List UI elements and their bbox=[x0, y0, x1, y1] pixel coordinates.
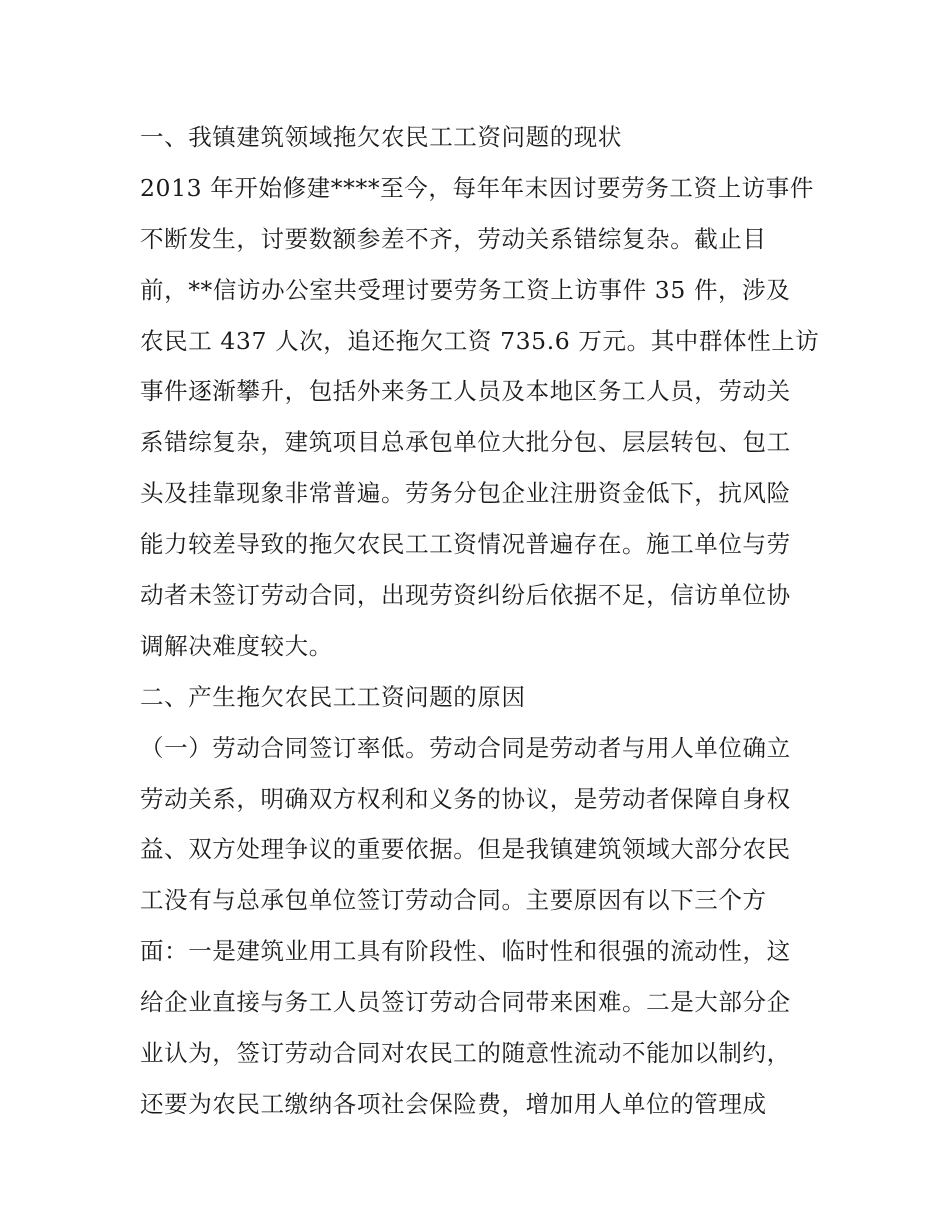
paragraph-line: 事件逐渐攀升，包括外来务工人员及本地区务工人员，劳动关 bbox=[140, 377, 791, 406]
paragraph-line: 2013 年开始修建****至今，每年年末因讨要劳务工资上访事件 bbox=[140, 173, 814, 202]
paragraph-line: 能力较差导致的拖欠农民工工资情况普遍存在。施工单位与劳 bbox=[140, 530, 791, 559]
paragraph-line: 系错综复杂，建筑项目总承包单位大批分包、层层转包、包工 bbox=[140, 428, 791, 457]
paragraph-line: 给企业直接与务工人员签订劳动合同带来困难。二是大部分企 bbox=[140, 988, 791, 1017]
section-heading-1: 一、我镇建筑领域拖欠农民工工资问题的现状 bbox=[140, 123, 622, 151]
paragraph-line: 还要为农民工缴纳各项社会保险费，增加用人单位的管理成 bbox=[140, 1089, 767, 1118]
paragraph-line: 前，**信访办公室共受理讨要劳务工资上访事件 35 件，涉及 bbox=[140, 275, 791, 304]
paragraph-line: 调解决难度较大。 bbox=[140, 631, 333, 660]
document-body bbox=[140, 112, 820, 1130]
paragraph-line: 业认为，签订劳动合同对农民工的随意性流动不能加以制约， bbox=[140, 1039, 791, 1068]
paragraph-line: 益、双方处理争议的重要依据。但是我镇建筑领域大部分农民 bbox=[140, 835, 791, 864]
paragraph-line: 面：一是建筑业用工具有阶段性、临时性和很强的流动性，这 bbox=[140, 937, 791, 966]
paragraph-line: （一）劳动合同签订率低。劳动合同是劳动者与用人单位确立 bbox=[140, 733, 791, 762]
paragraph-line: 劳动关系，明确双方权利和义务的协议，是劳动者保障自身权 bbox=[140, 784, 791, 813]
paragraph-line: 农民工 437 人次，追还拖欠工资 735.6 万元。其中群体性上访 bbox=[140, 326, 820, 355]
paragraph-line: 不断发生，讨要数额参差不齐，劳动关系错综复杂。截止目 bbox=[140, 224, 767, 253]
paragraph-line: 动者未签订劳动合同，出现劳资纠纷后依据不足，信访单位协 bbox=[140, 581, 791, 610]
paragraph-line: 头及挂靠现象非常普遍。劳务分包企业注册资金低下，抗风险 bbox=[140, 479, 791, 508]
section-heading-2: 二、产生拖欠农民工工资问题的原因 bbox=[140, 682, 526, 711]
paragraph-line: 工没有与总承包单位签订劳动合同。主要原因有以下三个方 bbox=[140, 886, 767, 915]
